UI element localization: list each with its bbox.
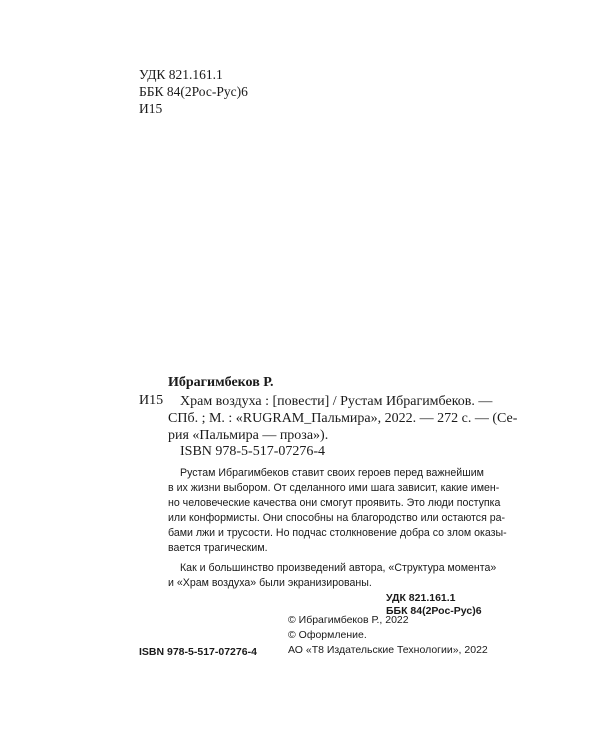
biblio-line: Храм воздуха : [повести] / Рустам Ибрагимбеков. — xyxy=(180,394,493,409)
card-author: Ибрагимбеков Р. xyxy=(168,375,274,390)
annotation-line: вается трагическим. xyxy=(168,542,268,554)
annotation-line: в их жизни выбором. От сделанного ими шага зависит, какие имен- xyxy=(168,482,500,494)
header-classification-codes xyxy=(139,66,248,117)
bibliographic-description xyxy=(168,393,518,444)
copyright-author: © Ибрагимбеков Р., 2022 xyxy=(288,614,409,626)
copyright-design: © Оформление. xyxy=(288,629,367,641)
footer-udk-code: УДК 821.161.1 xyxy=(386,592,456,604)
bbk-code: ББК 84(2Рос-Рус)6 xyxy=(139,84,248,99)
footer-bbk-code: ББК 84(2Рос-Рус)6 xyxy=(386,605,482,617)
annotation-line: Как и большинство произведений автора, «Структура момента» xyxy=(180,562,497,574)
annotation-line: но человеческие качества они смогут проявить. Это люди поступка xyxy=(168,497,501,509)
copyright-publisher: АО «Т8 Издательские Технологии», 2022 xyxy=(288,644,488,656)
card-cipher: И15 xyxy=(139,393,164,408)
biblio-line: рия «Пальмира — проза»). xyxy=(168,428,329,443)
annotation-line: бами лжи и трусости. Но подчас столкновение добра со злом оказы- xyxy=(168,527,507,539)
annotation-line: или конформисты. Они способны на благородство или остаются ра- xyxy=(168,512,506,524)
card-isbn: ISBN 978-5-517-07276-4 xyxy=(180,444,326,459)
annotation xyxy=(168,466,507,591)
author-cipher: И15 xyxy=(139,101,163,116)
annotation-line: Рустам Ибрагимбеков ставит своих героев перед важнейшим xyxy=(180,467,484,479)
copyright-block xyxy=(288,613,488,658)
annotation-line: и «Храм воздуха» были экранизированы. xyxy=(168,577,372,589)
udk-code: УДК 821.161.1 xyxy=(139,67,223,82)
biblio-line: СПб. ; М. : «RUGRAM_Пальмира», 2022. — 272 с. — (Се- xyxy=(168,411,518,426)
isbn-bottom: ISBN 978-5-517-07276-4 xyxy=(139,646,257,658)
